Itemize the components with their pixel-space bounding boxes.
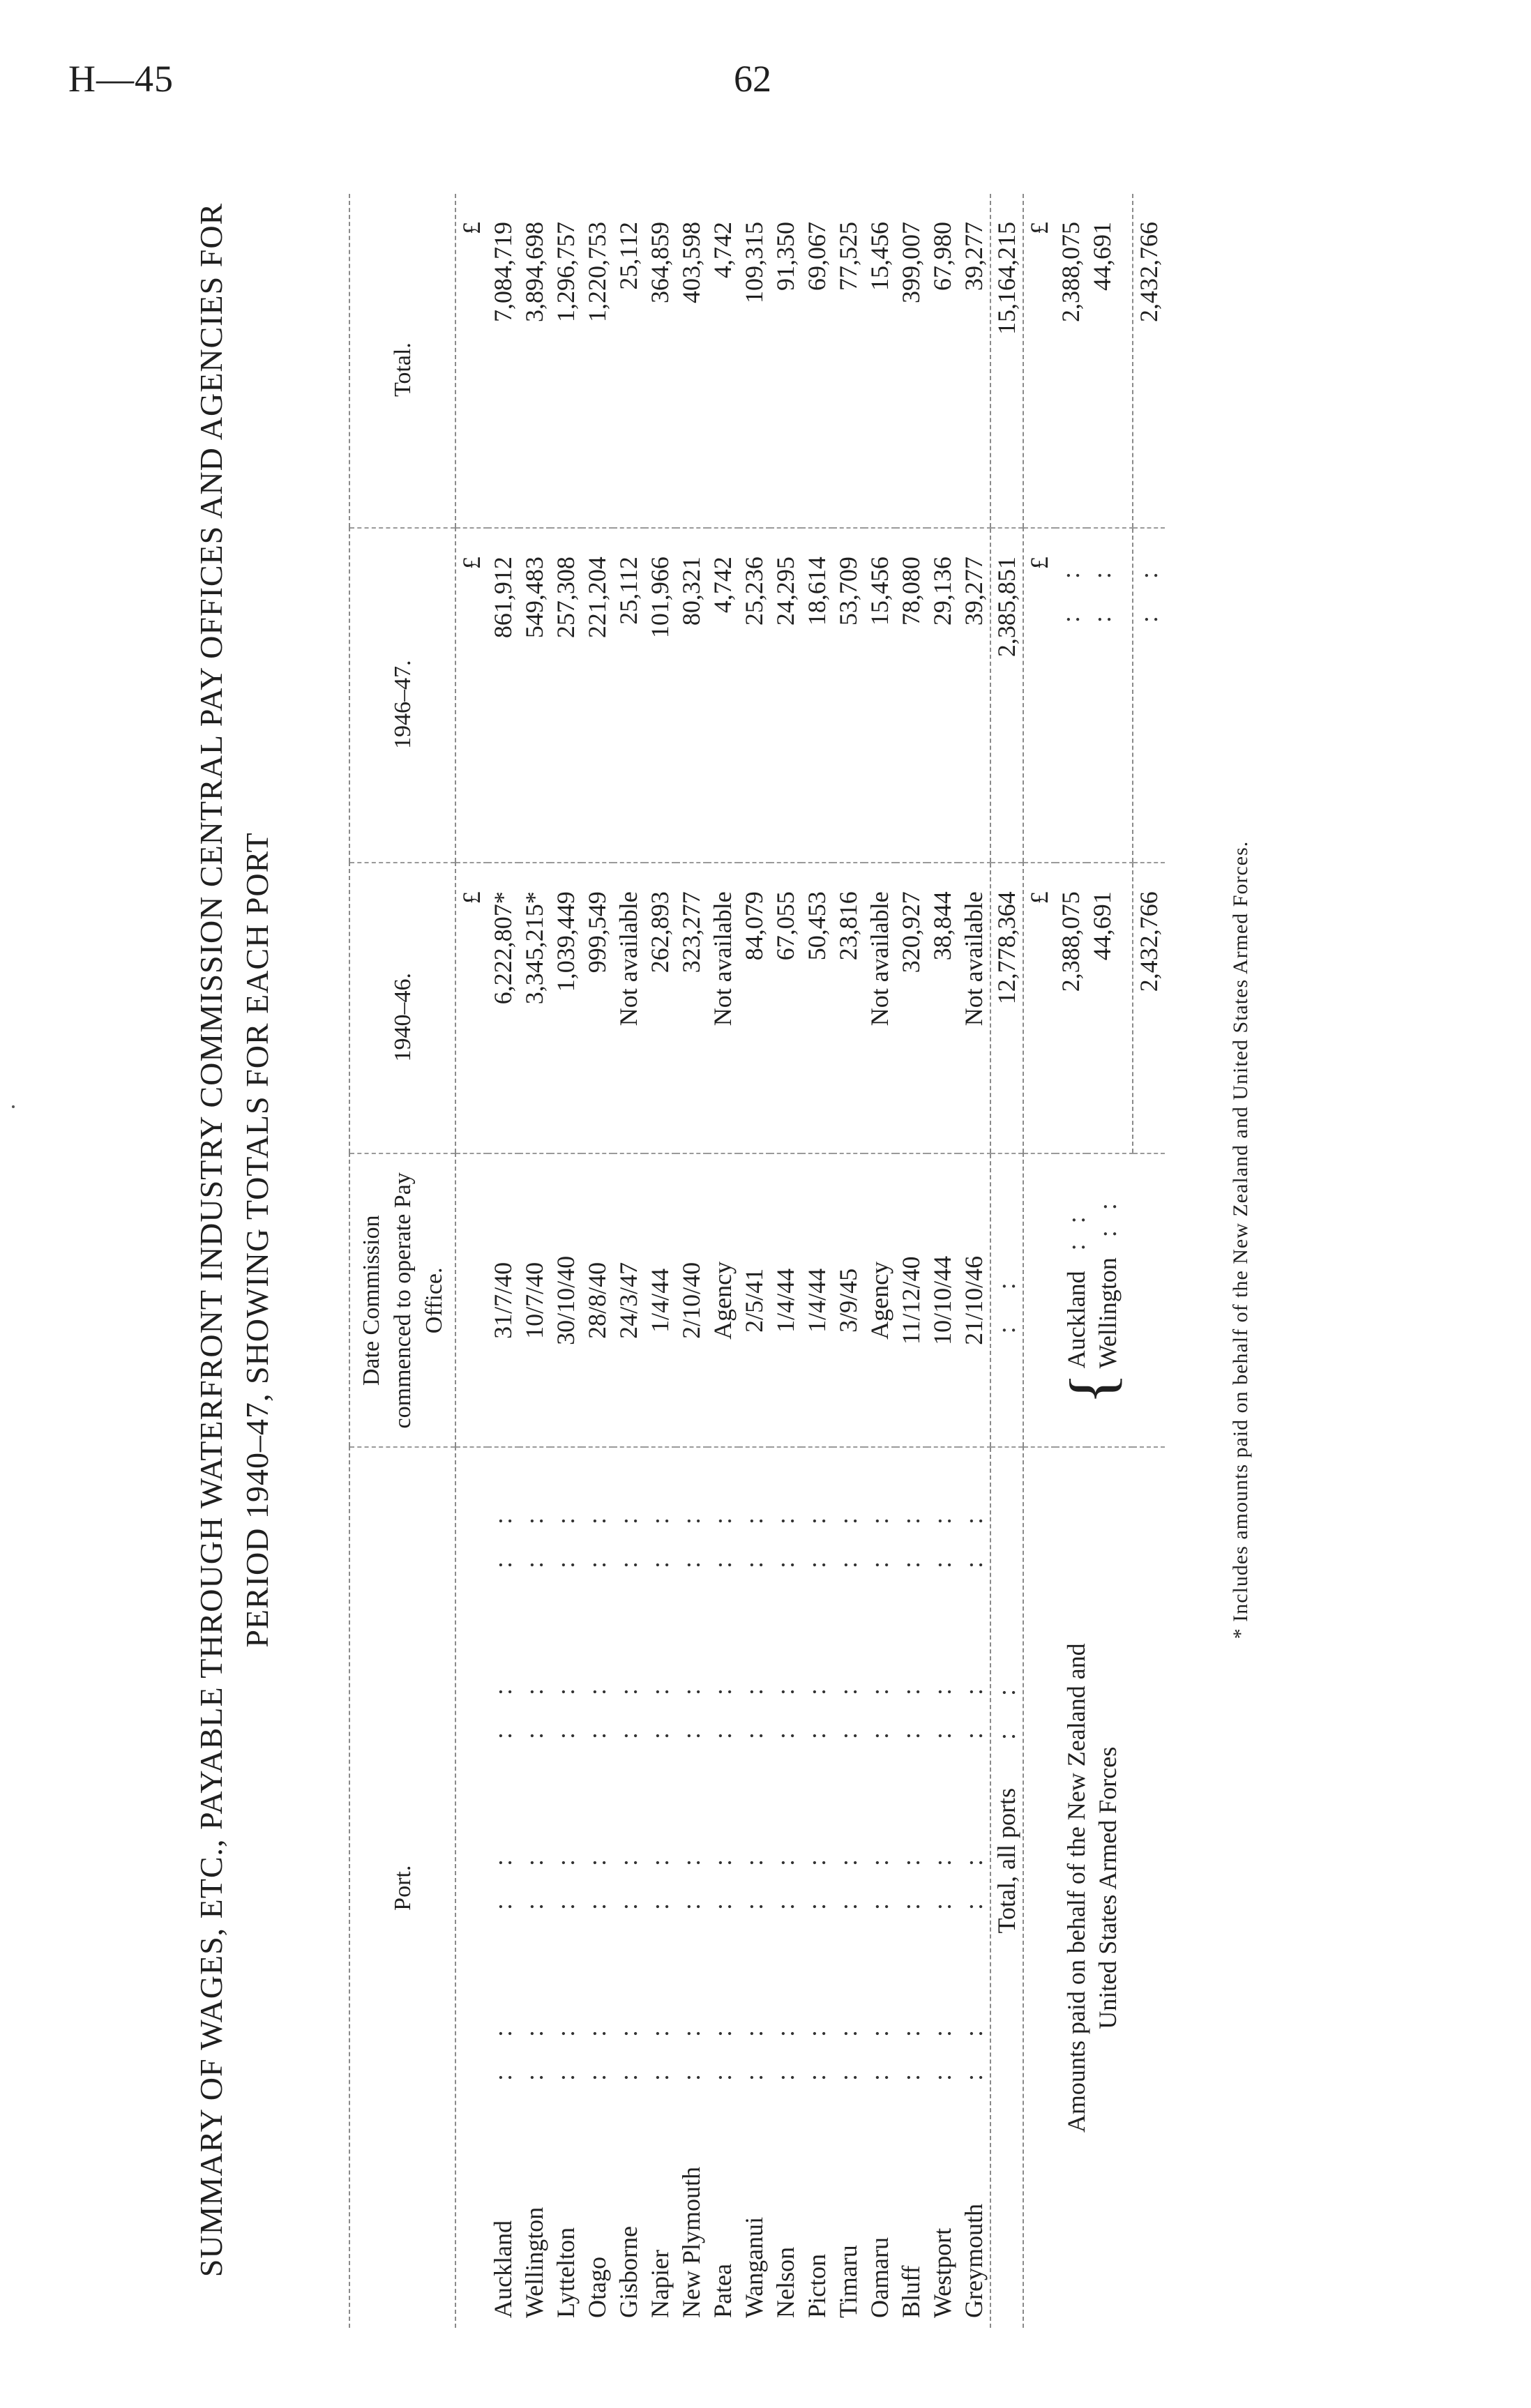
currency-symbol: £ (455, 528, 488, 863)
value-1946-47: 549,483 (519, 528, 550, 863)
forces-places: { Auckland : : Wellington : : (1023, 1153, 1133, 1447)
table-row (707, 194, 739, 2328)
value-total: 7,084,719 (488, 194, 519, 528)
port-name: Picton (803, 2253, 831, 2318)
leader-dots: : : (614, 1501, 642, 1568)
value-1946-47: 18,614 (801, 528, 833, 863)
date-cell: 1/4/44 (770, 1153, 801, 1447)
leader-dots: : : (646, 1843, 674, 1910)
value-1946-47: 4,742 (707, 528, 739, 863)
header-port: Port. (349, 1447, 455, 2328)
port-cell (927, 1447, 958, 2328)
date-cell: 28/8/40 (582, 1153, 613, 1447)
leader-dots: : : (646, 1501, 674, 1568)
total-1946-47: 2,385,851 (990, 528, 1023, 863)
currency-row (455, 194, 488, 2328)
leader-dots: : : (897, 1672, 925, 1739)
value-total: 403,598 (676, 194, 707, 528)
page-number: 62 (734, 58, 771, 100)
date-cell: 24/3/47 (613, 1153, 644, 1447)
leader-dots: : : (646, 2014, 674, 2081)
leader-dots: : : (771, 1843, 799, 1910)
leader-dots: : : (834, 1843, 862, 1910)
leader-dots: : : (489, 1672, 517, 1739)
port-cell (582, 1447, 613, 2328)
date-cell: 10/7/40 (519, 1153, 550, 1447)
leader-dots: : : (677, 1672, 705, 1739)
forces-auckland-1940-46: 2,388,075 (1055, 863, 1087, 1153)
date-cell: 1/4/44 (644, 1153, 676, 1447)
value-1946-47: 39,277 (958, 528, 990, 863)
total-grand: 15,164,215 (990, 194, 1023, 528)
date-cell: 2/10/40 (676, 1153, 707, 1447)
leader-dots: : : (771, 1672, 799, 1739)
value-1946-47: 78,080 (896, 528, 927, 863)
leader-dots: : : (866, 1843, 893, 1910)
value-1946-47: 15,456 (864, 528, 896, 863)
leader-dots: : : (897, 2014, 925, 2081)
value-total: 77,525 (833, 194, 864, 528)
value-1946-47: 101,966 (644, 528, 676, 863)
table-row (801, 194, 833, 2328)
date-cell: Agency (864, 1153, 896, 1447)
value-total: 15,456 (864, 194, 896, 528)
table-row (644, 194, 676, 2328)
leader-dots: : : (677, 1501, 705, 1568)
port-cell (488, 1447, 519, 2328)
leader-dots: : : (928, 1672, 956, 1739)
total-1940-46: 12,778,364 (990, 863, 1023, 1153)
table-title-line-2: PERIOD 1940–47, SHOWING TOTALS FOR EACH PORT (239, 832, 275, 1648)
value-1940-46: 1,039,449 (550, 863, 582, 1153)
value-1940-46: 3,345,215* (519, 863, 550, 1153)
date-cell: 2/5/41 (739, 1153, 770, 1447)
leader-dots: : : (583, 1843, 611, 1910)
port-cell (676, 1447, 707, 2328)
value-1946-47: 25,236 (739, 528, 770, 863)
table-header-row (349, 194, 455, 2328)
leader-dots: : : (771, 2014, 799, 2081)
port-name: Otago (583, 2257, 611, 2318)
port-name: Napier (646, 2250, 674, 2318)
value-1946-47: 861,912 (488, 528, 519, 863)
leader-dots: : : (928, 1843, 956, 1910)
value-1940-46: 6,222,807* (488, 863, 519, 1153)
leader-dots: : : (552, 1501, 580, 1568)
total-all-ports-row (990, 194, 1023, 2328)
forces-sum-1940-46: 2,432,766 (1133, 863, 1165, 1153)
table-row (519, 194, 550, 2328)
leader-dots: : : (834, 1672, 862, 1739)
value-total: 4,742 (707, 194, 739, 528)
leader-dots: : : (803, 1843, 831, 1910)
leader-dots: : : (740, 2014, 768, 2081)
value-1940-46: 38,844 (927, 863, 958, 1153)
value-1946-47: 53,709 (833, 528, 864, 863)
wages-summary-table (349, 194, 1165, 2328)
value-1940-46: 999,549 (582, 863, 613, 1153)
leader-dots: : : (552, 1672, 580, 1739)
leader-dots: : : (771, 1501, 799, 1568)
forces-sum-total: 2,432,766 (1133, 194, 1165, 528)
table-row (676, 194, 707, 2328)
port-name: Patea (709, 2264, 737, 2318)
footnote: * Includes amounts paid on behalf of the New Zealand and United States Armed Forces. (1229, 840, 1252, 1640)
leader-dots: : : (834, 1501, 862, 1568)
value-1940-46: Not available (864, 863, 896, 1153)
table-title-line-1: SUMMARY OF WAGES, ETC., PAYABLE THROUGH WATERFRONT INDUSTRY COMMISSION CENTRAL PAY OFFICES AND AGENCIES FOR (193, 202, 229, 2278)
port-name: Wanganui (740, 2216, 768, 2318)
date-cell: 10/10/44 (927, 1153, 958, 1447)
table-row (770, 194, 801, 2328)
leader-dots: : : (677, 2014, 705, 2081)
leader-dots: : : (614, 1843, 642, 1910)
port-name: New Plymouth (677, 2166, 705, 2318)
port-name: Nelson (771, 2247, 799, 2318)
forces-wellington-1940-46: 44,691 (1087, 863, 1133, 1153)
table-body (455, 194, 990, 2328)
value-1940-46: 323,277 (676, 863, 707, 1153)
table-row (488, 194, 519, 2328)
value-total: 69,067 (801, 194, 833, 528)
forces-label-line-2: United States Armed Forces (1094, 1746, 1122, 2029)
currency-symbol: £ (455, 194, 488, 528)
table-row (896, 194, 927, 2328)
leader-dots: : : (960, 1501, 988, 1568)
leader-dots: : : (709, 1843, 737, 1910)
leader-dots: : : (709, 1501, 737, 1568)
header-date-commenced: Date Commission commenced to operate Pay Office. (349, 1153, 455, 1447)
document-code: H—45 (68, 58, 174, 100)
forces-label (1023, 1447, 1133, 2328)
value-1946-47: 25,112 (613, 528, 644, 863)
value-total: 3,894,698 (519, 194, 550, 528)
leader-dots: : : (993, 1673, 1020, 1740)
rotated-table-block (188, 124, 1290, 2356)
header-1940-46: 1940–46. (349, 863, 455, 1153)
leader-dots: : : (489, 1501, 517, 1568)
port-cell (896, 1447, 927, 2328)
port-name: Greymouth (960, 2204, 988, 2318)
table-row (582, 194, 613, 2328)
forces-wellington-total: 44,691 (1087, 194, 1133, 528)
port-cell (707, 1447, 739, 2328)
value-1940-46: 262,893 (644, 863, 676, 1153)
value-total: 364,859 (644, 194, 676, 528)
leader-dots: : : (866, 1501, 893, 1568)
leader-dots: : : (709, 1672, 737, 1739)
forces-currency-row (1023, 194, 1055, 2328)
value-1940-46: 50,453 (801, 863, 833, 1153)
port-name: Timaru (834, 2245, 862, 2318)
value-1946-47: 257,308 (550, 528, 582, 863)
value-1940-46: Not available (613, 863, 644, 1153)
leader-dots: : : (583, 1501, 611, 1568)
value-total: 399,007 (896, 194, 927, 528)
port-cell (801, 1447, 833, 2328)
table-row (958, 194, 990, 2328)
leader-dots: : : (928, 1501, 956, 1568)
leader-dots: : : (834, 2014, 862, 2081)
totals-section (990, 194, 1165, 2328)
port-cell (613, 1447, 644, 2328)
date-cell: Agency (707, 1153, 739, 1447)
leader-dots: : : (803, 1501, 831, 1568)
date-cell: 30/10/40 (550, 1153, 582, 1447)
leader-dots: : : (960, 2014, 988, 2081)
table-row (613, 194, 644, 2328)
port-cell (644, 1447, 676, 2328)
port-name: Oamaru (866, 2237, 893, 2318)
value-1946-47: 221,204 (582, 528, 613, 863)
port-cell (833, 1447, 864, 2328)
scan-speck (12, 1105, 15, 1108)
leader-dots: : : (520, 2014, 548, 2081)
value-1946-47: 80,321 (676, 528, 707, 863)
port-cell (864, 1447, 896, 2328)
port-name: Auckland (489, 2220, 517, 2318)
total-date-dots: : : (990, 1153, 1023, 1447)
value-total: 25,112 (613, 194, 644, 528)
value-total: 39,277 (958, 194, 990, 528)
leader-dots: : : (583, 2014, 611, 2081)
table-row (864, 194, 896, 2328)
value-1940-46: 84,079 (739, 863, 770, 1153)
value-1940-46: Not available (707, 863, 739, 1153)
value-total: 91,350 (770, 194, 801, 528)
value-1946-47: 24,295 (770, 528, 801, 863)
port-name: Gisborne (614, 2226, 642, 2318)
value-total: 1,220,753 (582, 194, 613, 528)
leader-dots: : : (740, 1843, 768, 1910)
leader-dots: : : (866, 2014, 893, 2081)
leader-dots: : : (646, 1672, 674, 1739)
date-cell: 21/10/46 (958, 1153, 990, 1447)
value-1946-47: 29,136 (927, 528, 958, 863)
leader-dots: : : (552, 1843, 580, 1910)
currency-symbol: £ (455, 863, 488, 1153)
header-total: Total. (349, 194, 455, 528)
port-cell (770, 1447, 801, 2328)
date-cell: 1/4/44 (801, 1153, 833, 1447)
total-label: Total, all ports (993, 1788, 1020, 1934)
value-1940-46: 23,816 (833, 863, 864, 1153)
forces-sum-row (1133, 194, 1165, 2328)
port-name: Wellington (520, 2206, 548, 2318)
date-cell: 31/7/40 (488, 1153, 519, 1447)
forces-wellington-1946-47: : : (1087, 528, 1133, 863)
leader-dots: : : (583, 1672, 611, 1739)
currency-symbol: £ (1023, 194, 1055, 528)
port-cell (519, 1447, 550, 2328)
leader-dots: : : (803, 1672, 831, 1739)
port-name: Lyttelton (552, 2227, 580, 2318)
forces-place-wellington: Wellington (1094, 1257, 1122, 1369)
date-cell: 3/9/45 (833, 1153, 864, 1447)
leader-dots: : : (866, 1672, 893, 1739)
leader-dots: : : (960, 1843, 988, 1910)
table-row (927, 194, 958, 2328)
leader-dots: : : (677, 1843, 705, 1910)
forces-auckland-total: 2,388,075 (1055, 194, 1087, 528)
port-name: Westport (928, 2227, 956, 2318)
leader-dots: : : (709, 2014, 737, 2081)
value-1940-46: 320,927 (896, 863, 927, 1153)
leader-dots: : : (928, 2014, 956, 2081)
header-1946-47: 1946–47. (349, 528, 455, 863)
leader-dots: : : (520, 1501, 548, 1568)
leader-dots: : : (960, 1672, 988, 1739)
table-row (833, 194, 864, 2328)
leader-dots: : : (489, 2014, 517, 2081)
forces-label-line-1: Amounts paid on behalf of the New Zealand and (1062, 1643, 1090, 2133)
leader-dots: : : (740, 1501, 768, 1568)
leader-dots: : : (614, 1672, 642, 1739)
leader-dots: : : (740, 1672, 768, 1739)
date-cell: 11/12/40 (896, 1153, 927, 1447)
leader-dots: : : (897, 1843, 925, 1910)
value-total: 109,315 (739, 194, 770, 528)
forces-sum-1946-47: : : (1133, 528, 1165, 863)
forces-place-auckland: Auckland (1062, 1271, 1090, 1369)
leader-dots: : : (520, 1843, 548, 1910)
leader-dots: : : (520, 1672, 548, 1739)
port-cell (739, 1447, 770, 2328)
port-cell (958, 1447, 990, 2328)
value-1940-46: 67,055 (770, 863, 801, 1153)
currency-symbol: £ (1023, 863, 1055, 1153)
currency-symbol: £ (1023, 528, 1055, 863)
leader-dots: : : (897, 1501, 925, 1568)
leader-dots: : : (803, 2014, 831, 2081)
table-title (188, 124, 280, 2356)
port-cell (550, 1447, 582, 2328)
forces-auckland-1946-47: : : (1055, 528, 1087, 863)
value-total: 1,296,757 (550, 194, 582, 528)
leader-dots: : : (552, 2014, 580, 2081)
port-name: Bluff (897, 2265, 925, 2318)
leader-dots: : : (489, 1843, 517, 1910)
value-1940-46: Not available (958, 863, 990, 1153)
table-row (739, 194, 770, 2328)
leader-dots: : : (614, 2014, 642, 2081)
value-total: 67,980 (927, 194, 958, 528)
table-row (550, 194, 582, 2328)
brace-icon: { (1056, 1372, 1128, 1405)
